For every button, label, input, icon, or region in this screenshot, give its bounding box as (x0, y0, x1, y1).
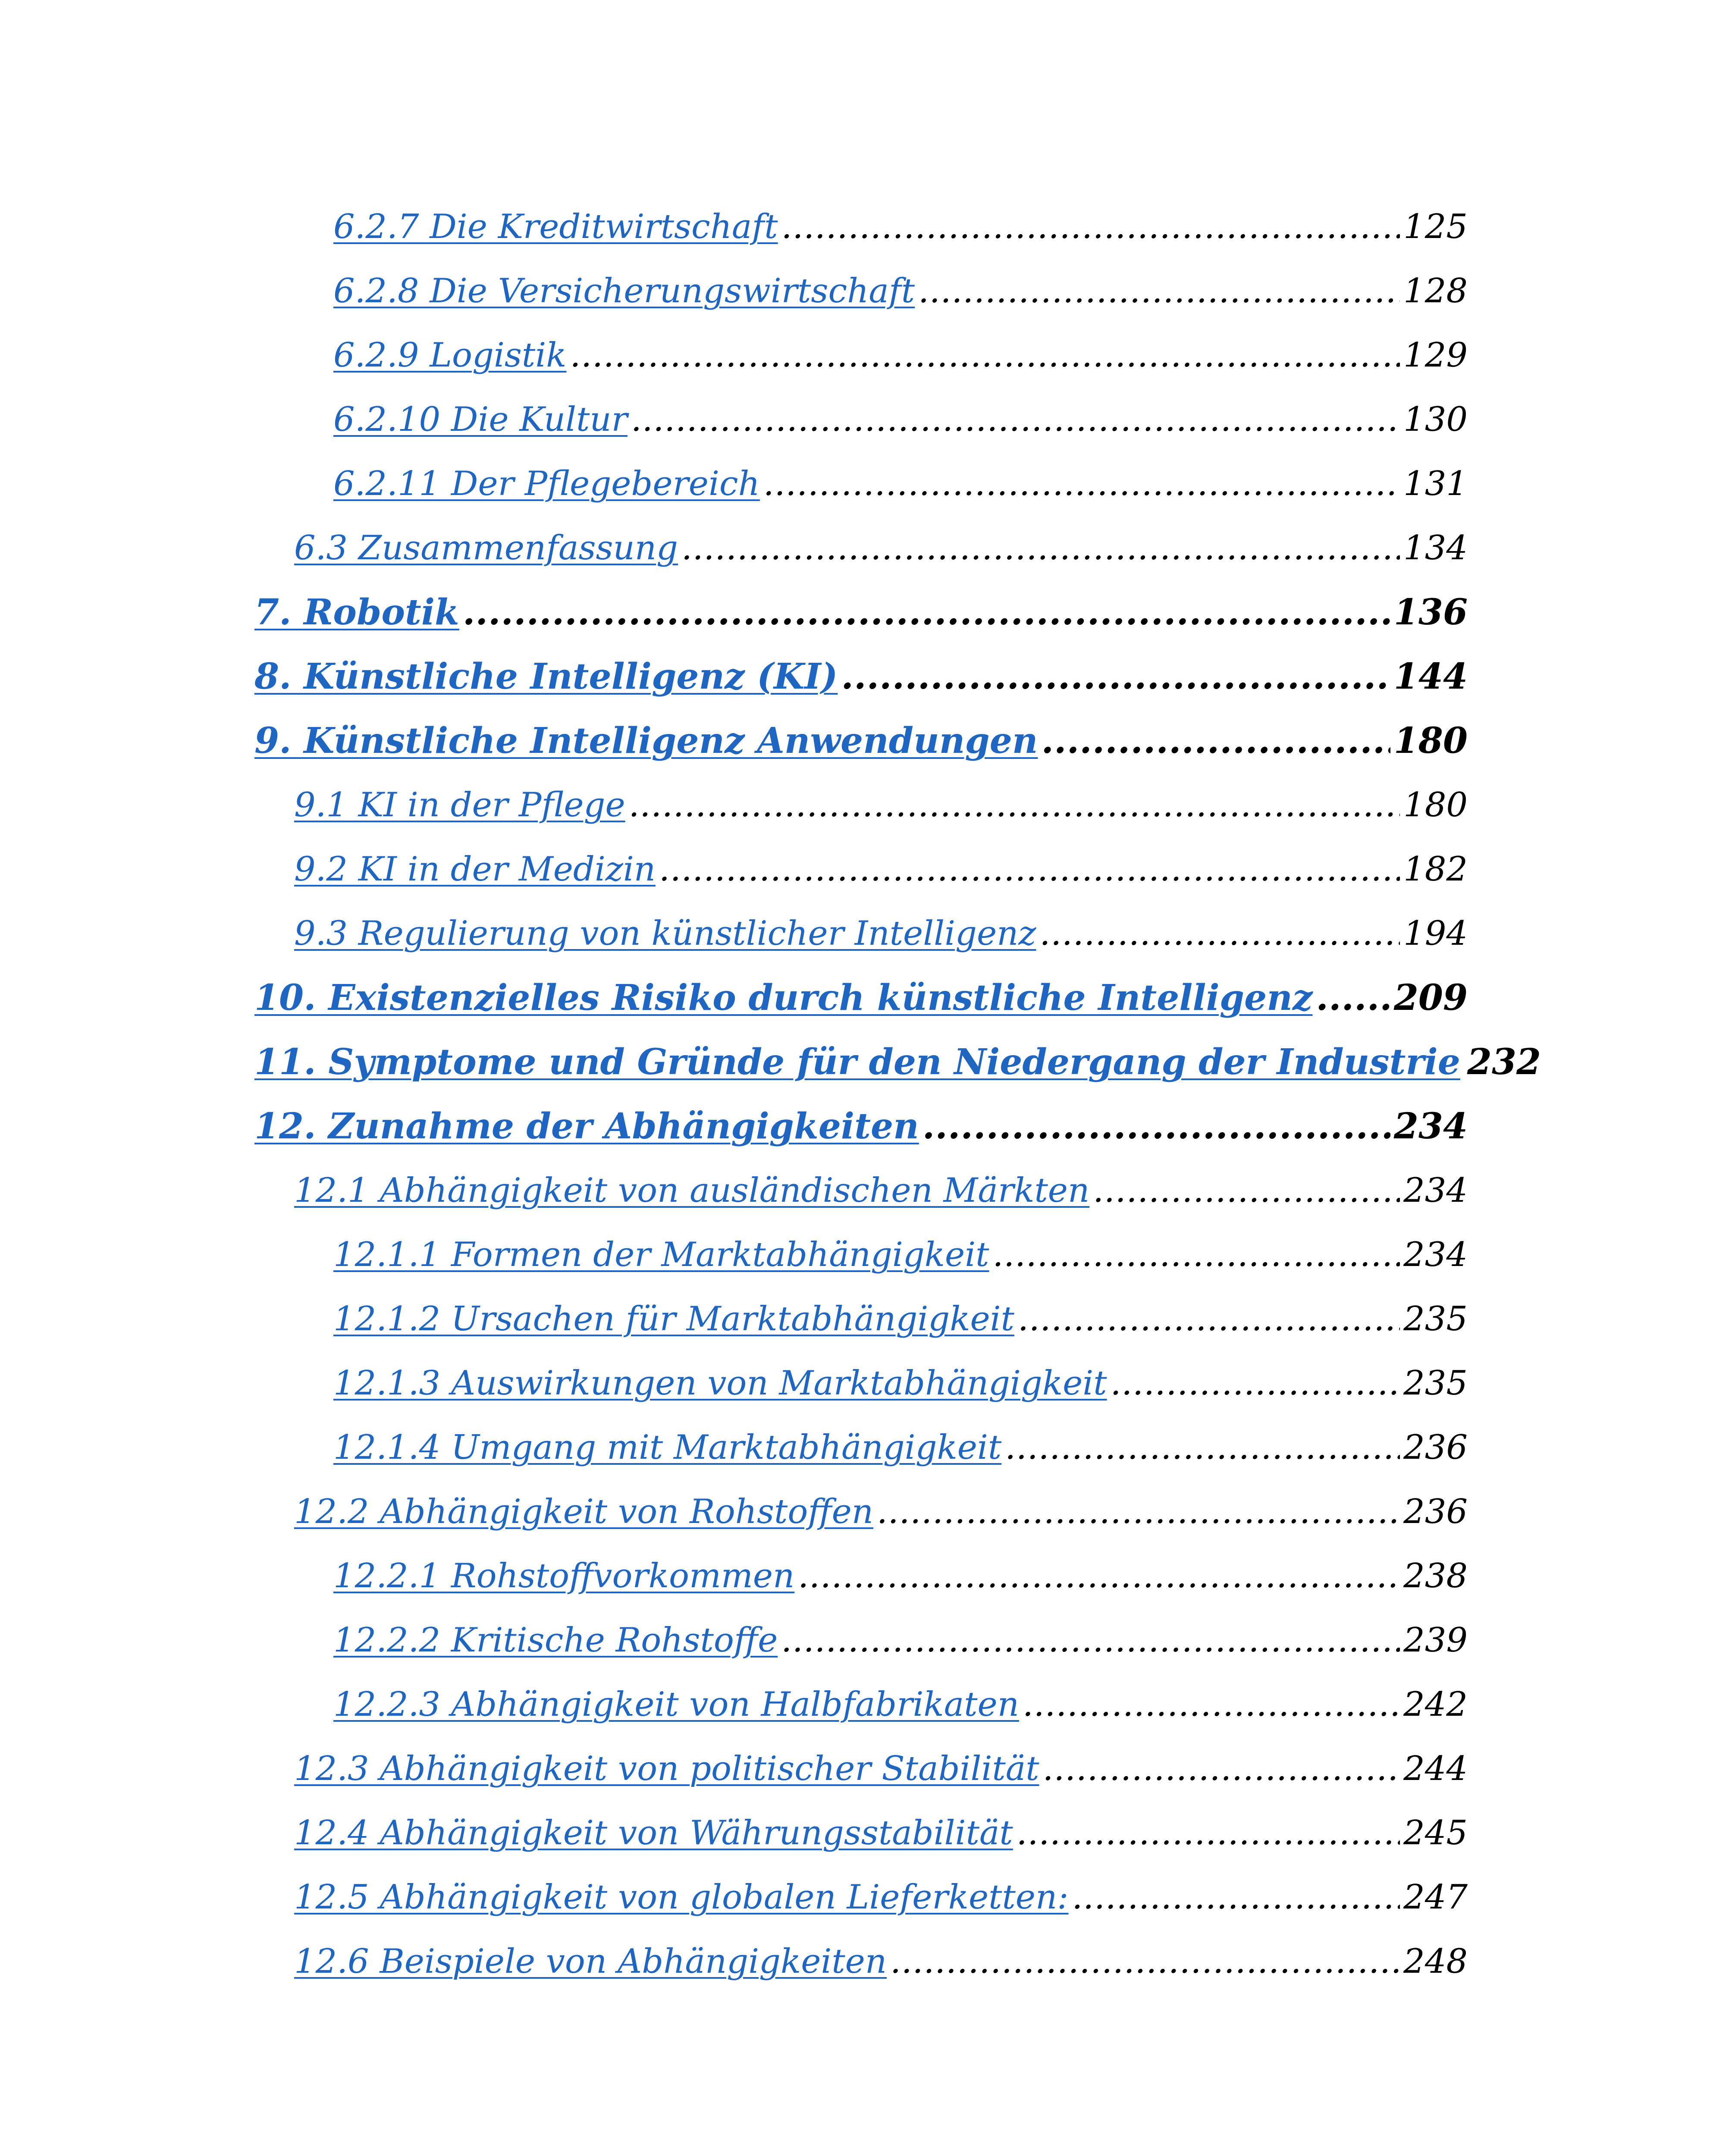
toc-dot-leader (890, 1936, 1400, 1987)
toc-entry-link[interactable]: 6.2.8 Die Versicherungswirtschaft (333, 272, 915, 310)
toc-entry (294, 1807, 1468, 1859)
toc-entry (254, 651, 1468, 702)
toc-entry-link[interactable]: 12.3 Abhängigkeit von politischer Stabilität (294, 1749, 1039, 1788)
toc-page-number: 125 (1403, 207, 1468, 246)
toc-page-number: 234 (1403, 1171, 1468, 1210)
toc-entry-link[interactable]: 9.3 Regulierung von künstlicher Intelligenz (294, 914, 1036, 953)
toc-entry (294, 1936, 1468, 1987)
toc-page-number: 238 (1403, 1557, 1468, 1595)
toc-dot-leader (463, 586, 1390, 638)
toc-entry (333, 1229, 1468, 1281)
toc-dot-leader (659, 843, 1400, 895)
toc-entry-link[interactable]: 10. Existenzielles Risiko durch künstliche Intelligenz (254, 977, 1313, 1018)
toc-entry (333, 329, 1468, 381)
toc-dot-leader (781, 201, 1400, 253)
toc-entry-link[interactable]: 6.2.7 Die Kreditwirtschaft (333, 207, 778, 246)
toc-entry (333, 1422, 1468, 1473)
toc-page-number: 134 (1403, 529, 1468, 567)
toc-entry (254, 972, 1468, 1024)
toc-entry-link[interactable]: 6.2.10 Die Kultur (333, 400, 628, 439)
toc-entry-link[interactable]: 12.1.4 Umgang mit Marktabhängigkeit (333, 1428, 1002, 1467)
toc-page-number: 130 (1403, 400, 1468, 439)
toc-dot-leader (841, 651, 1390, 702)
toc-page-number: 180 (1393, 720, 1468, 761)
toc-dot-leader (1316, 972, 1390, 1024)
toc-dot-leader (877, 1486, 1400, 1538)
toc-dot-leader (1093, 1165, 1400, 1216)
toc-page-number: 242 (1403, 1685, 1468, 1724)
toc-entry-link[interactable]: 7. Robotik (254, 592, 459, 633)
toc-entry (294, 843, 1468, 895)
toc-entry-link[interactable]: 12.5 Abhängigkeit von globalen Lieferketten: (294, 1878, 1069, 1917)
toc-page-number: 180 (1403, 786, 1468, 824)
toc-entry (294, 1165, 1468, 1216)
toc-dot-leader (1018, 1293, 1400, 1345)
toc-page-number: 182 (1403, 850, 1468, 889)
toc-entry (333, 1614, 1468, 1666)
toc-entry (333, 1293, 1468, 1345)
toc-dot-leader (631, 394, 1400, 445)
toc-dot-leader (798, 1550, 1400, 1602)
toc-page-number: 245 (1403, 1814, 1468, 1852)
toc-page-number: 128 (1403, 272, 1468, 310)
toc-entry-link[interactable]: 9.2 KI in der Medizin (294, 850, 656, 889)
toc-entry (294, 908, 1468, 959)
toc-page-number: 234 (1403, 1235, 1468, 1274)
toc-dot-leader (1043, 1743, 1400, 1795)
toc-page-number: 129 (1403, 336, 1468, 375)
toc-entry-link[interactable]: 6.3 Zusammenfassung (294, 529, 678, 567)
toc-dot-leader (1023, 1679, 1400, 1730)
toc-entry (294, 522, 1468, 574)
toc-entry-link[interactable]: 12.2 Abhängigkeit von Rohstoffen (294, 1492, 873, 1531)
toc-dot-leader (1111, 1357, 1400, 1409)
toc-entry (333, 1679, 1468, 1730)
toc-entry (254, 715, 1468, 767)
toc-page-number: 136 (1393, 592, 1468, 633)
toc-page-number: 232 (1467, 1041, 1541, 1083)
toc-entry-link[interactable]: 12.1 Abhängigkeit von ausländischen Märkten (294, 1171, 1090, 1210)
toc-entry (333, 1357, 1468, 1409)
toc-dot-leader (1072, 1871, 1400, 1923)
toc-entry-link[interactable]: 6.2.11 Der Pflegebereich (333, 464, 760, 503)
toc-entry-link[interactable]: 9.1 KI in der Pflege (294, 786, 625, 824)
toc-page-number: 235 (1403, 1300, 1468, 1338)
toc-entry-link[interactable]: 6.2.9 Logistik (333, 336, 567, 375)
toc-entry (254, 586, 1468, 638)
toc-page-number: 235 (1403, 1364, 1468, 1403)
toc-dot-leader (922, 1100, 1390, 1152)
toc-page-number: 244 (1403, 1749, 1468, 1788)
toc-entry-link[interactable]: 12.1.2 Ursachen für Marktabhängigkeit (333, 1300, 1014, 1338)
toc-entry-link[interactable]: 8. Künstliche Intelligenz (KI) (254, 656, 838, 697)
toc-entry (333, 458, 1468, 510)
toc-page-number: 248 (1403, 1942, 1468, 1981)
toc-entry (333, 201, 1468, 253)
toc-entry-link[interactable]: 12.1.3 Auswirkungen von Marktabhängigkeit (333, 1364, 1107, 1403)
toc-entry-link[interactable]: 12.2.3 Abhängigkeit von Halbfabrikaten (333, 1685, 1019, 1724)
toc-entry-link[interactable]: 12.4 Abhängigkeit von Währungsstabilität (294, 1814, 1013, 1852)
toc-entry-link[interactable]: 11. Symptome und Gründe für den Niedergang der Industrie (254, 1041, 1460, 1083)
toc-entry-link[interactable]: 12. Zunahme der Abhängigkeiten (254, 1106, 919, 1147)
toc-dot-leader (781, 1614, 1400, 1666)
toc-dot-leader (763, 458, 1400, 510)
toc-entry (333, 394, 1468, 445)
toc-page-number: 236 (1403, 1492, 1468, 1531)
toc-dot-leader (1005, 1422, 1400, 1473)
toc-entry-link[interactable]: 12.6 Beispiele von Abhängigkeiten (294, 1942, 887, 1981)
toc-entry-link[interactable]: 12.2.1 Rohstoffvorkommen (333, 1557, 795, 1595)
toc-entry (254, 1036, 1541, 1088)
toc-dot-leader (570, 329, 1400, 381)
toc-dot-leader (681, 522, 1400, 574)
toc-entry (294, 779, 1468, 831)
toc-entry (294, 1871, 1468, 1923)
toc-page-number: 144 (1393, 656, 1468, 697)
toc-entry-link[interactable]: 12.1.1 Formen der Marktabhängigkeit (333, 1235, 989, 1274)
toc-page-number: 236 (1403, 1428, 1468, 1467)
toc-page-number: 247 (1403, 1878, 1468, 1917)
toc-page-number: 194 (1403, 914, 1468, 953)
toc-dot-leader (918, 265, 1400, 317)
toc-entry (294, 1743, 1468, 1795)
toc-dot-leader (1017, 1807, 1400, 1859)
toc-dot-leader (1039, 908, 1400, 959)
toc-dot-leader (629, 779, 1400, 831)
toc-dot-leader (993, 1229, 1400, 1281)
toc-entry (333, 265, 1468, 317)
toc-page-number: 131 (1403, 464, 1468, 503)
toc-page-number: 209 (1393, 977, 1468, 1018)
toc-page-number: 239 (1403, 1621, 1468, 1660)
toc-entry (254, 1100, 1468, 1152)
toc-dot-leader (1042, 715, 1390, 767)
toc-entry-link[interactable]: 9. Künstliche Intelligenz Anwendungen (254, 720, 1038, 761)
toc-entry (333, 1550, 1468, 1602)
toc-entry-link[interactable]: 12.2.2 Kritische Rohstoffe (333, 1621, 778, 1660)
toc-page-number: 234 (1393, 1106, 1468, 1147)
toc-entry (294, 1486, 1468, 1538)
